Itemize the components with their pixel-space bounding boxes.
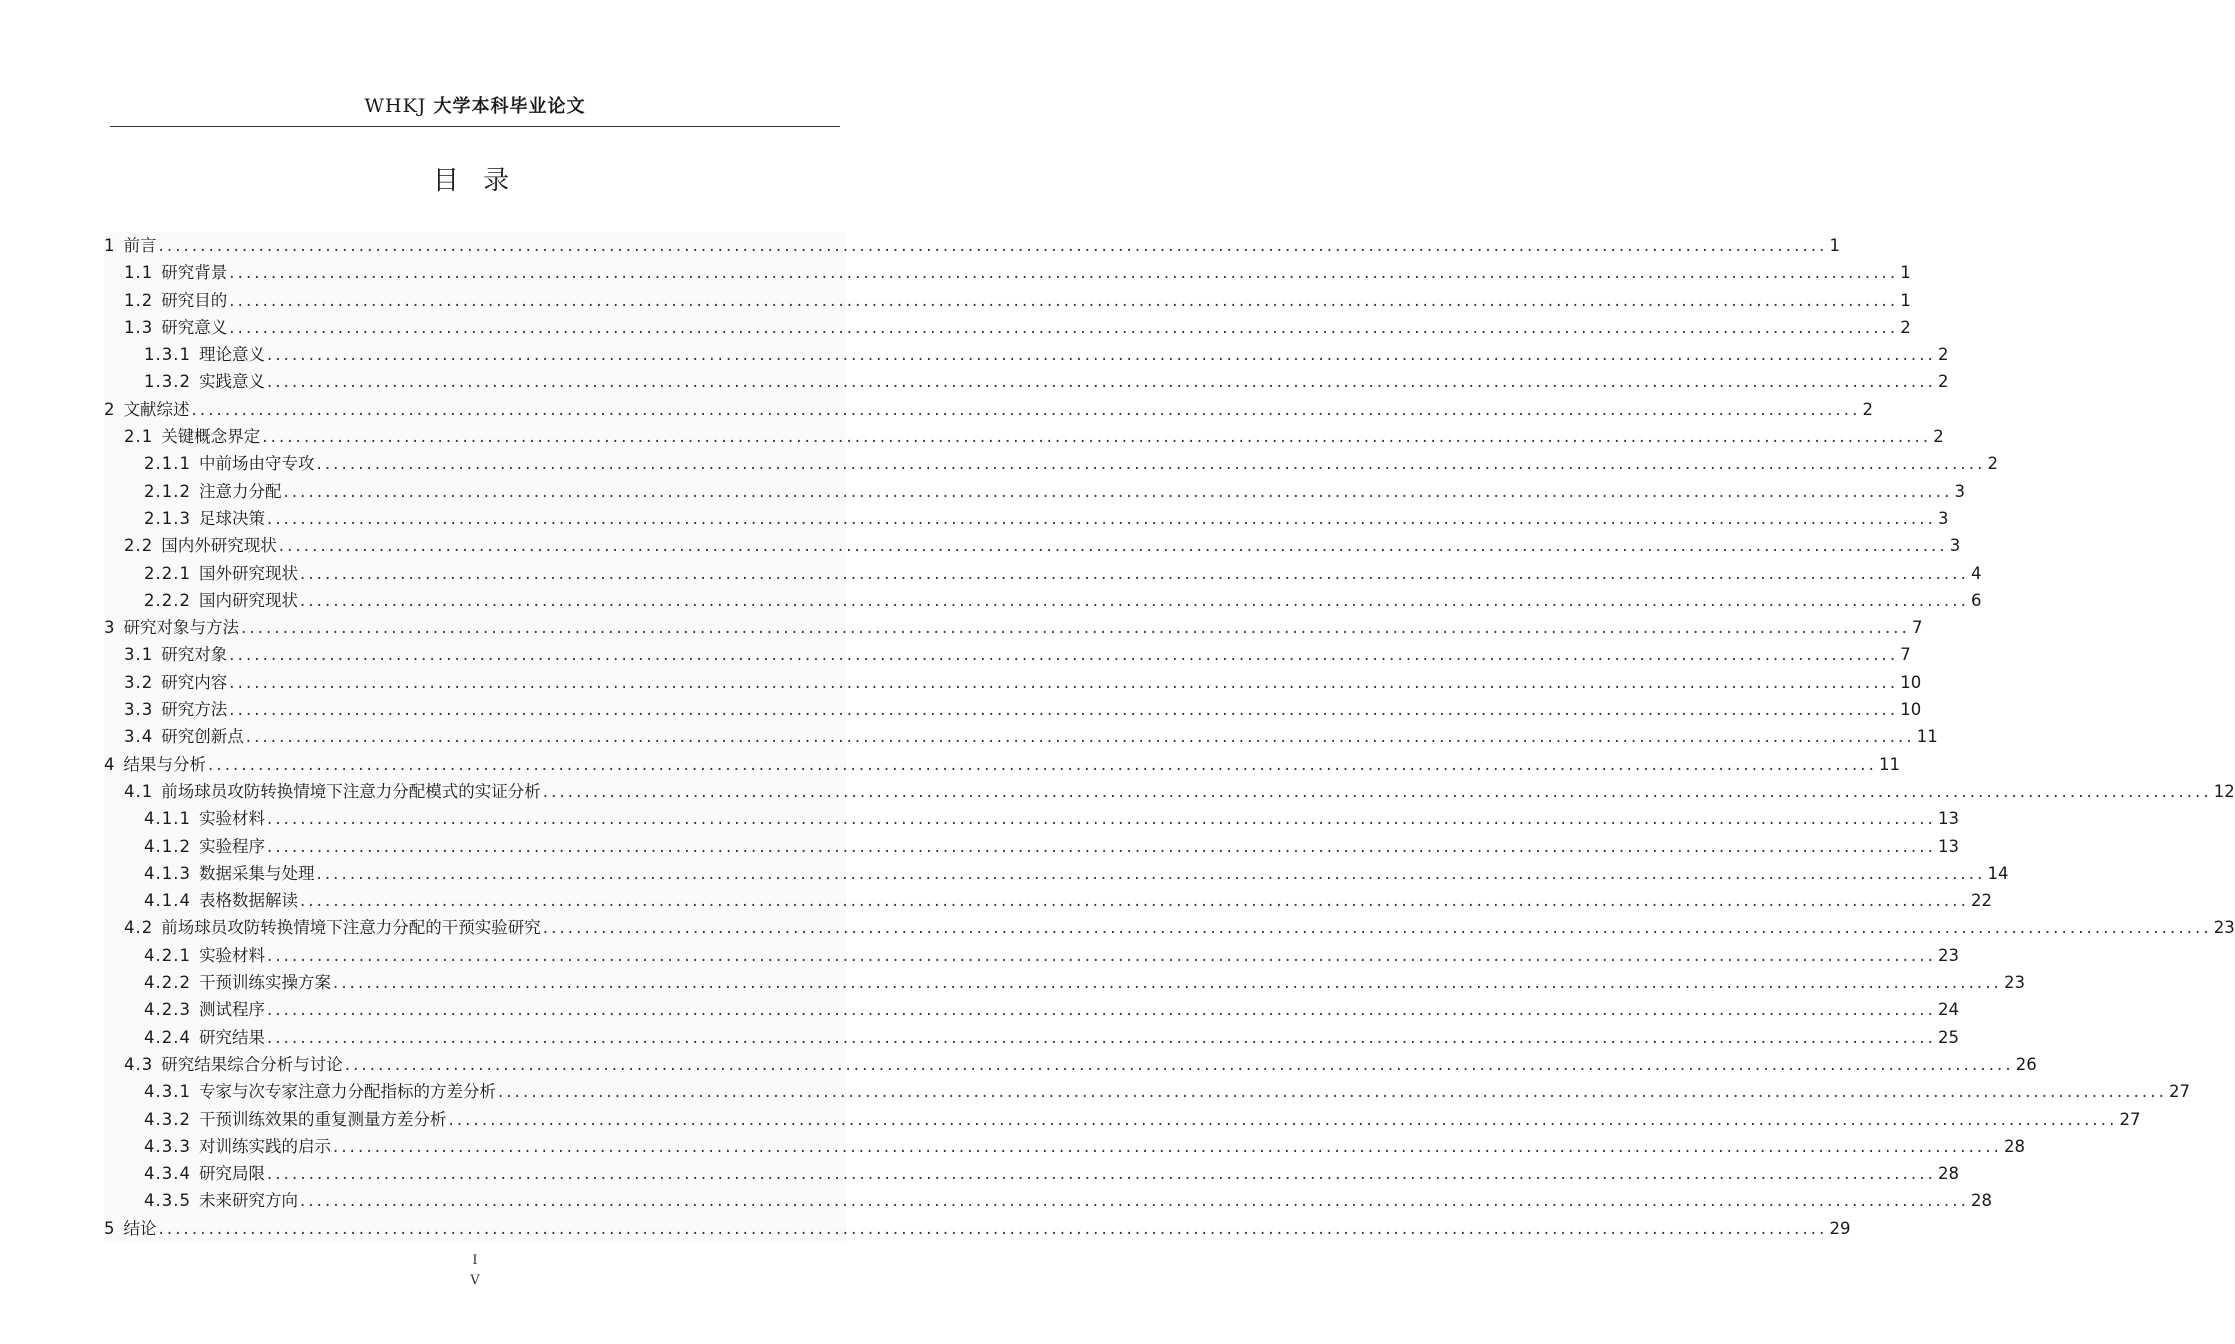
toc-entry[interactable]: [104, 969, 2025, 996]
toc-entry-label: 研究背景: [161, 263, 228, 283]
toc-entry[interactable]: [104, 833, 1959, 860]
toc-leader-dots: ........................................................................................................................................................................................................: [299, 563, 1969, 583]
toc-entry[interactable]: [104, 259, 1911, 286]
toc-entry-number: 4.3.3: [144, 1136, 191, 1156]
toc-entry-page: 2: [1937, 372, 1949, 392]
toc-entry-label: 专家与次专家注意力分配指标的方差分析: [198, 1082, 496, 1102]
toc-entry-number: 4.2: [124, 918, 154, 938]
toc-leader-dots: ........................................................................................................................................................................................................: [229, 290, 1899, 310]
toc-entry-number: 3.4: [124, 727, 154, 747]
toc-entry-label: 前场球员攻防转换情境下注意力分配模式的实证分析: [161, 781, 541, 801]
toc-leader-dots: ........................................................................................................................................................................................................: [229, 263, 1899, 283]
toc-leader-dots: ........................................................................................................................................................................................................: [266, 1027, 1936, 1047]
toc-entry-number: 4.3.5: [144, 1191, 191, 1211]
toc-entry-number: 2: [104, 399, 116, 419]
toc-leader-dots: ........................................................................................................................................................................................................: [266, 372, 1936, 392]
page-header: [110, 92, 840, 127]
toc-entry-page: 6: [1970, 590, 1982, 610]
toc-entry-label: 实验材料: [198, 945, 265, 965]
toc-entry[interactable]: [104, 1024, 1959, 1051]
toc-entry-number: 4: [104, 754, 116, 774]
toc-entry[interactable]: [104, 532, 1961, 559]
toc-entry-label: 干预训练效果的重复测量方差分析: [198, 1109, 447, 1129]
toc-entry[interactable]: [104, 641, 1911, 668]
toc-entry-page: 29: [1829, 1218, 1851, 1238]
toc-entry-page: 2: [1862, 399, 1873, 419]
toc-leader-dots: ........................................................................................................................................................................................................: [266, 809, 1936, 829]
toc-leader-dots: ........................................................................................................................................................................................................: [299, 891, 1969, 911]
toc-entry-page: 1: [1900, 263, 1911, 283]
toc-entry[interactable]: [104, 723, 1938, 750]
toc-entry[interactable]: [104, 805, 1959, 832]
header-prefix: WHKJ: [364, 95, 427, 117]
toc-leader-dots: ........................................................................................................................................................................................................: [542, 918, 2212, 938]
toc-entry-page: 11: [1878, 754, 1900, 774]
toc-entry-number: 5: [104, 1218, 116, 1238]
toc-leader-dots: ........................................................................................................................................................................................................: [266, 508, 1936, 528]
toc-entry[interactable]: [104, 614, 1923, 641]
table-of-contents: [104, 232, 2235, 1242]
toc-entry[interactable]: [104, 314, 1911, 341]
toc-entry-label: 前言: [123, 236, 157, 255]
toc-leader-dots: ........................................................................................................................................................................................................: [208, 754, 1877, 774]
toc-entry-label: 研究方法: [161, 700, 228, 720]
toc-entry[interactable]: [104, 1187, 1992, 1214]
toc-entry-number: 4.1.4: [144, 891, 191, 911]
toc-entry-page: 28: [1937, 1164, 1959, 1184]
toc-leader-dots: ........................................................................................................................................................................................................: [262, 427, 1932, 447]
toc-entry-page: 14: [1987, 863, 2009, 883]
toc-entry[interactable]: [104, 450, 1998, 477]
toc-entry[interactable]: [104, 368, 1949, 395]
toc-entry-label: 研究创新点: [161, 727, 244, 747]
toc-entry-page: 7: [1911, 618, 1923, 638]
toc-entry-label: 研究内容: [161, 672, 228, 692]
toc-entry-number: 1.3.1: [144, 345, 191, 365]
toc-entry-number: 2.1.1: [144, 454, 191, 474]
toc-entry-label: 研究结果: [198, 1027, 265, 1047]
toc-title: 目 录: [432, 166, 518, 196]
toc-entry-number: 4.3.1: [144, 1082, 191, 1102]
toc-entry[interactable]: [104, 914, 2235, 941]
toc-entry[interactable]: [104, 287, 1911, 314]
toc-leader-dots: ........................................................................................................................................................................................................: [229, 317, 1899, 337]
toc-leader-dots: ........................................................................................................................................................................................................: [158, 1218, 1828, 1238]
toc-entry-page: 3: [1937, 508, 1949, 528]
toc-leader-dots: ........................................................................................................................................................................................................: [266, 1164, 1936, 1184]
toc-leader-dots: ........................................................................................................................................................................................................: [448, 1109, 2118, 1129]
toc-leader-dots: ........................................................................................................................................................................................................: [283, 481, 1953, 501]
toc-entry[interactable]: [104, 696, 1922, 723]
toc-entry-label: 关键概念界定: [161, 427, 261, 447]
toc-leader-dots: ........................................................................................................................................................................................................: [316, 454, 1986, 474]
toc-entry-number: 2.2.1: [144, 563, 191, 583]
toc-entry[interactable]: [104, 505, 1949, 532]
toc-entry-page: 22: [1970, 891, 1992, 911]
toc-entry-page: 2: [1987, 454, 1998, 474]
toc-leader-dots: ........................................................................................................................................................................................................: [344, 1054, 2014, 1074]
toc-entry[interactable]: [104, 860, 2009, 887]
toc-entry-number: 3.2: [124, 672, 154, 692]
toc-entry-number: 4.2.2: [144, 973, 191, 993]
toc-entry-number: 1: [104, 236, 116, 255]
toc-leader-dots: ........................................................................................................................................................................................................: [229, 645, 1899, 665]
toc-entry[interactable]: [104, 341, 1949, 368]
toc-entry[interactable]: [104, 396, 1873, 423]
toc-entry-page: 2: [1933, 427, 1944, 447]
toc-entry-number: 4.2.4: [144, 1027, 191, 1047]
toc-entry-number: 3.1: [124, 645, 154, 665]
toc-entry-number: 4.1.1: [144, 809, 191, 829]
toc-entry-label: 研究对象: [161, 645, 228, 665]
toc-entry-page: 1: [1900, 290, 1911, 310]
toc-entry-page: 3: [1949, 536, 1961, 556]
toc-entry-page: 7: [1900, 645, 1911, 665]
toc-entry-number: 1.2: [124, 290, 154, 310]
toc-entry-label: 对训练实践的启示: [198, 1136, 331, 1156]
toc-entry[interactable]: [104, 751, 1900, 778]
toc-entry-label: 国内研究现状: [198, 590, 298, 610]
toc-entry-page: 2: [1900, 317, 1911, 337]
toc-entry-page: 13: [1937, 836, 1959, 856]
toc-entry-number: 2.1.3: [144, 508, 191, 528]
toc-entry-number: 4.3: [124, 1054, 154, 1074]
toc-entry-label: 中前场由守专攻: [198, 454, 315, 474]
toc-leader-dots: ........................................................................................................................................................................................................: [229, 672, 1899, 692]
toc-entry-page: 13: [1937, 809, 1959, 829]
toc-entry-number: 2.1: [124, 427, 154, 447]
toc-entry-number: 2.2: [124, 536, 154, 556]
toc-entry-label: 实践意义: [198, 372, 265, 392]
toc-entry-page: 23: [1937, 945, 1959, 965]
toc-entry-label: 前场球员攻防转换情境下注意力分配的干预实验研究: [161, 918, 541, 938]
toc-entry-label: 研究对象与方法: [123, 618, 239, 638]
toc-entry-page: 25: [1937, 1027, 1959, 1047]
page-number-outer: V: [470, 1273, 480, 1288]
toc-entry-page: 24: [1937, 1000, 1959, 1020]
toc-entry[interactable]: [104, 1160, 1959, 1187]
toc-leader-dots: ........................................................................................................................................................................................................: [245, 727, 1915, 747]
toc-entry-number: 3: [104, 618, 116, 638]
toc-entry-label: 实验材料: [198, 809, 265, 829]
toc-entry-label: 结论: [123, 1218, 157, 1238]
toc-leader-dots: ........................................................................................................................................................................................................: [299, 590, 1969, 610]
toc-entry-label: 文献综述: [123, 399, 190, 419]
toc-leader-dots: ........................................................................................................................................................................................................: [497, 1082, 2167, 1102]
toc-entry-number: 1.1: [124, 263, 154, 283]
toc-entry-label: 注意力分配: [198, 481, 282, 501]
toc-entry-number: 4.1: [124, 781, 154, 801]
toc-entry-label: 国外研究现状: [198, 563, 298, 583]
toc-leader-dots: ........................................................................................................................................................................................................: [266, 836, 1936, 856]
toc-entry-number: 3.3: [124, 700, 154, 720]
toc-entry-label: 结果与分析: [123, 754, 206, 774]
toc-entry[interactable]: [104, 996, 1959, 1023]
toc-leader-dots: ........................................................................................................................................................................................................: [266, 945, 1936, 965]
toc-entry-label: 足球决策: [198, 508, 265, 528]
toc-entry[interactable]: [104, 587, 1982, 614]
toc-entry-page: 10: [1900, 700, 1922, 720]
toc-entry-label: 实验程序: [198, 836, 265, 856]
toc-entry-label: 干预训练实操方案: [198, 973, 331, 993]
toc-leader-dots: ........................................................................................................................................................................................................: [229, 700, 1899, 720]
toc-leader-dots: ........................................................................................................................................................................................................: [266, 345, 1936, 365]
toc-entry-number: 2.1.2: [144, 481, 191, 501]
toc-entry-page: 12: [2213, 781, 2235, 801]
toc-entry-page: 28: [1970, 1191, 1992, 1211]
toc-entry[interactable]: [104, 887, 1992, 914]
toc-entry-number: 4.1.2: [144, 836, 191, 856]
toc-entry-page: 10: [1900, 672, 1922, 692]
page-number: I: [472, 1253, 478, 1268]
toc-entry-number: 4.3.4: [144, 1164, 191, 1184]
toc-leader-dots: ........................................................................................................................................................................................................: [299, 1191, 1969, 1211]
toc-leader-dots: ........................................................................................................................................................................................................: [158, 236, 1828, 255]
toc-leader-dots: ........................................................................................................................................................................................................: [278, 536, 1948, 556]
toc-entry-label: 数据采集与处理: [198, 863, 315, 883]
toc-leader-dots: ........................................................................................................................................................................................................: [316, 863, 1986, 883]
toc-entry[interactable]: [104, 778, 2235, 805]
toc-entry-number: 4.2.1: [144, 945, 191, 965]
toc-leader-dots: ........................................................................................................................................................................................................: [332, 973, 2002, 993]
toc-entry[interactable]: [104, 478, 1965, 505]
toc-entry[interactable]: [104, 1078, 2190, 1105]
toc-entry-label: 研究意义: [161, 317, 228, 337]
toc-entry-number: 4.2.3: [144, 1000, 191, 1020]
toc-entry-number: 4.1.3: [144, 863, 191, 883]
toc-entry[interactable]: [104, 423, 1944, 450]
toc-entry-number: 1.3: [124, 317, 154, 337]
toc-leader-dots: ........................................................................................................................................................................................................: [542, 781, 2212, 801]
toc-leader-dots: ........................................................................................................................................................................................................: [332, 1136, 2002, 1156]
toc-entry-label: 国内外研究现状: [161, 536, 277, 556]
toc-entry-label: 表格数据解读: [198, 891, 298, 911]
toc-entry[interactable]: [104, 669, 1922, 696]
toc-leader-dots: ........................................................................................................................................................................................................: [191, 399, 1861, 419]
toc-entry[interactable]: [104, 1051, 2037, 1078]
toc-entry[interactable]: [104, 1106, 2141, 1133]
toc-entry-page: 23: [2003, 973, 2025, 993]
toc-entry[interactable]: [104, 560, 1982, 587]
toc-entry-label: 未来研究方向: [198, 1191, 298, 1211]
toc-entry-page: 11: [1916, 727, 1938, 747]
toc-entry-page: 23: [2213, 918, 2235, 938]
toc-entry-page: 27: [2168, 1082, 2190, 1102]
toc-entry-page: 3: [1954, 481, 1965, 501]
toc-entry[interactable]: [104, 1133, 2025, 1160]
toc-leader-dots: ........................................................................................................................................................................................................: [241, 618, 1910, 638]
toc-leader-dots: ........................................................................................................................................................................................................: [266, 1000, 1936, 1020]
toc-entry-label: 研究结果综合分析与讨论: [161, 1054, 343, 1074]
toc-entry-label: 研究局限: [198, 1164, 265, 1184]
toc-entry-page: 4: [1970, 563, 1982, 583]
toc-entry-page: 28: [2003, 1136, 2025, 1156]
header-title: 大学本科毕业论文: [433, 96, 586, 117]
toc-entry-label: 理论意义: [198, 345, 265, 365]
toc-entry[interactable]: [104, 942, 1959, 969]
toc-entry-label: 研究目的: [161, 290, 228, 310]
toc-entry-page: 27: [2119, 1109, 2141, 1129]
toc-entry[interactable]: [104, 232, 1840, 259]
toc-entry-number: 1.3.2: [144, 372, 191, 392]
toc-entry-number: 4.3.2: [144, 1109, 191, 1129]
toc-entry-page: 1: [1829, 236, 1840, 255]
toc-entry[interactable]: [104, 1215, 1851, 1242]
toc-entry-label: 测试程序: [198, 1000, 265, 1020]
toc-entry-page: 2: [1937, 345, 1949, 365]
toc-entry-page: 26: [2015, 1054, 2037, 1074]
toc-entry-number: 2.2.2: [144, 590, 191, 610]
